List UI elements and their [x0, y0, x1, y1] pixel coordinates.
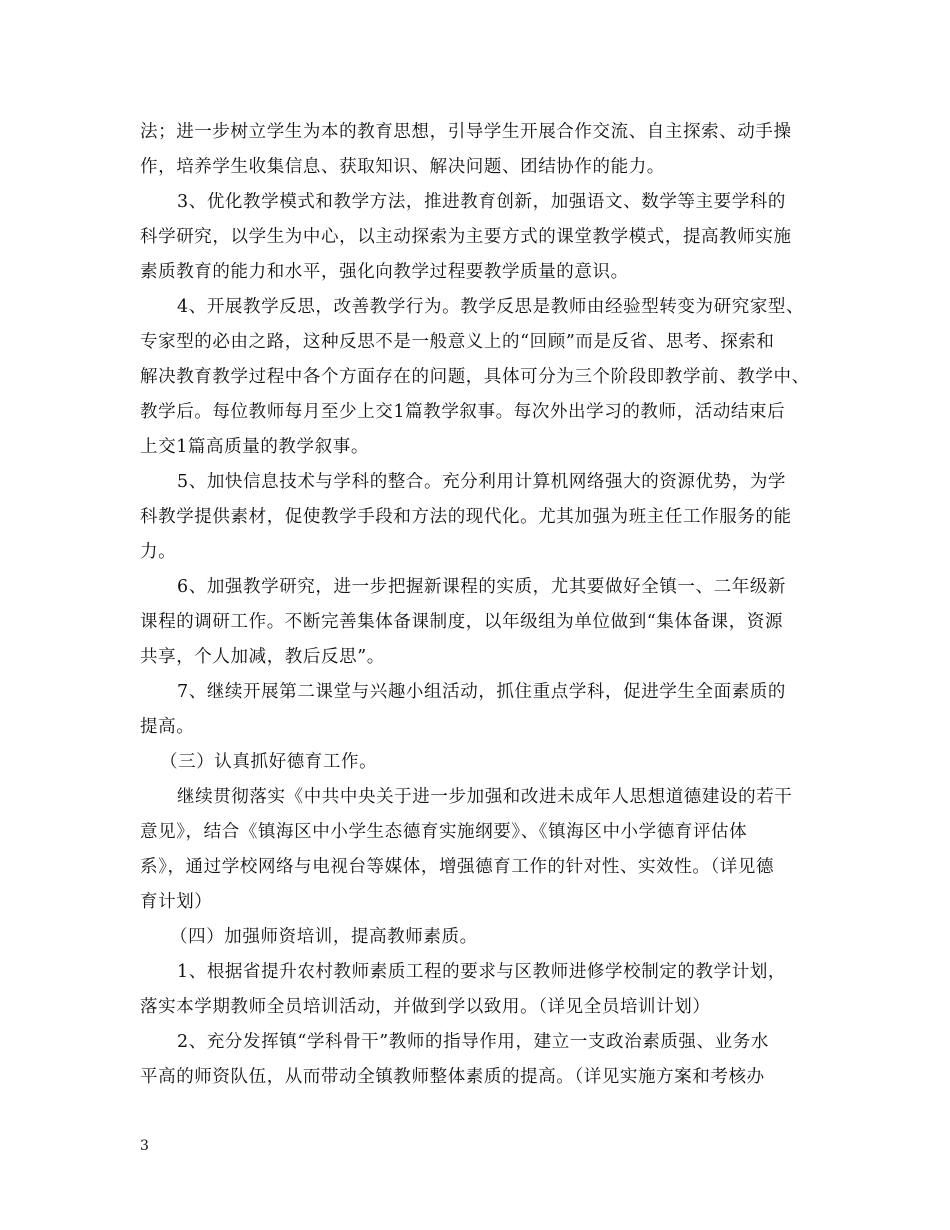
- text-line: 3、优化教学模式和教学方法，推进教育创新，加强语文、数学等主要学科的: [177, 192, 787, 212]
- section-heading: （四）加强师资培训，提高教师素质。: [170, 927, 478, 947]
- text-line: 提高。: [140, 717, 195, 737]
- text-line: 素质教育的能力和水平，强化向教学过程要教学质量的意识。: [140, 262, 629, 282]
- text-line: 育计划）: [140, 892, 213, 912]
- text-line: 上交1篇高质量的教学叙事。: [140, 437, 369, 457]
- text-line: 2、充分发挥镇“学科骨干”教师的指导作用，建立一支政治素质强、业务水: [177, 1032, 769, 1052]
- text-line: 4、开展教学反思，改善教学行为。教学反思是教师由经验型转变为研究家型、: [177, 297, 805, 317]
- text-line: 共享，个人加减，教后反思”。: [140, 647, 385, 667]
- text-line: 1、根据省提升农村教师素质工程的要求与区教师进修学校制定的教学计划，: [177, 962, 787, 982]
- text-line: 科学研究，以学生为中心，以主动探索为主要方式的课堂教学模式，提高教师实施: [140, 227, 792, 247]
- text-line: 系》，通过学校网络与电视台等媒体，增强德育工作的针对性、实效性。（详见德: [140, 857, 775, 877]
- text-line: 力。: [140, 542, 177, 562]
- text-line: 解决教育教学过程中各个方面存在的问题，具体可分为三个阶段即教学前、教学中、: [140, 367, 810, 387]
- text-line: 5、加快信息技术与学科的整合。充分利用计算机网络强大的资源优势，为学: [177, 472, 787, 492]
- text-line: 意见》，结合《镇海区中小学生态德育实施纲要》、《镇海区中小学德育评估体: [140, 822, 748, 842]
- text-line: 教学后。每位教师每月至少上交1篇教学叙事。每次外出学习的教师，活动结束后: [140, 402, 786, 422]
- text-line: 7、继续开展第二课堂与兴趣小组活动，抓住重点学科，促进学生全面素质的: [177, 682, 787, 702]
- page-number: 3: [140, 1138, 149, 1154]
- text-line: 专家型的必由之路，这种反思不是一般意义上的“回顾”而是反省、思考、探索和: [140, 332, 775, 352]
- text-line: 继续贯彻落实《中共中央关于进一步加强和改进未成年人思想道德建设的若干: [177, 787, 793, 807]
- text-line: 科教学提供素材，促使教学手段和方法的现代化。尤其加强为班主任工作服务的能: [140, 507, 792, 527]
- text-line: 平高的师资队伍，从而带动全镇教师整体素质的提高。（详见实施方案和考核办: [140, 1067, 765, 1087]
- text-line: 作，培养学生收集信息、获取知识、解决问题、团结协作的能力。: [140, 157, 665, 177]
- section-heading: （三）认真抓好德育工作。: [160, 752, 378, 772]
- text-line: 法；进一步树立学生为本的教育思想，引导学生开展合作交流、自主探索、动手操: [140, 122, 792, 142]
- text-line: 课程的调研工作。不断完善集体备课制度，以年级组为单位做到“集体备课，资源: [140, 612, 784, 632]
- text-line: 落实本学期教师全员培训活动，并做到学以致用。（详见全员培训计划）: [140, 997, 711, 1017]
- text-line: 6、加强教学研究，进一步把握新课程的实质，尤其要做好全镇一、二年级新: [177, 577, 787, 597]
